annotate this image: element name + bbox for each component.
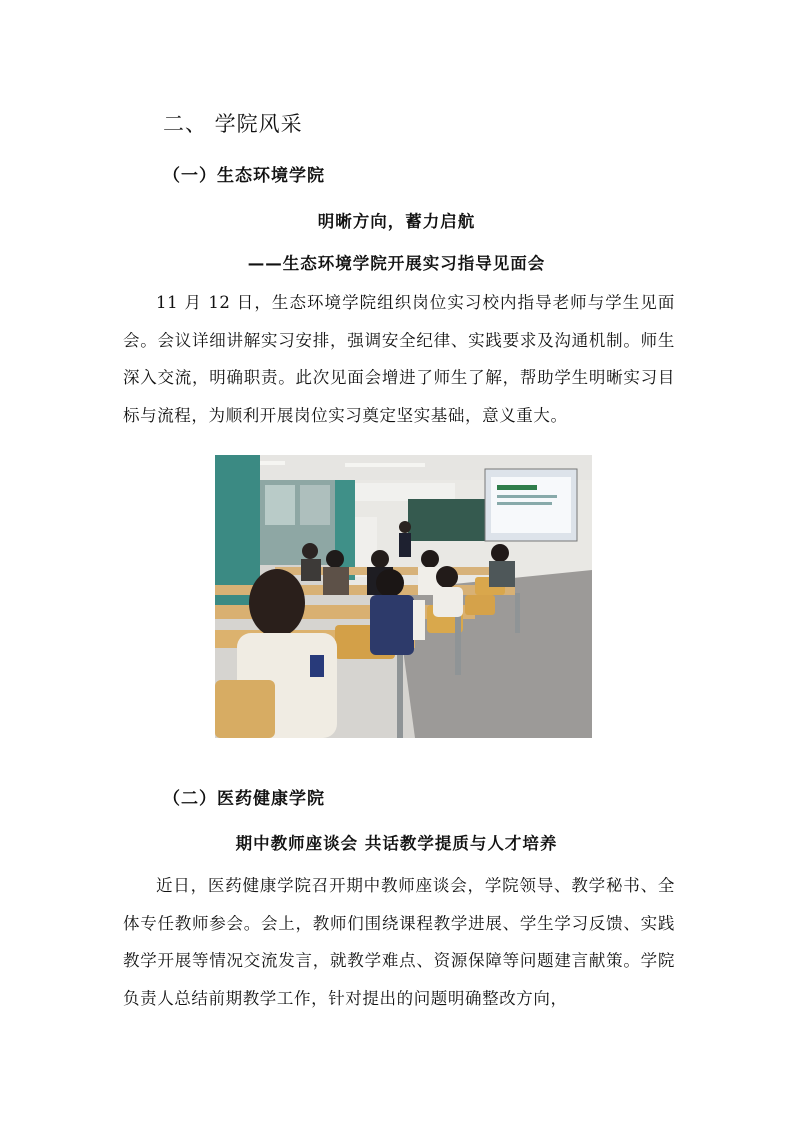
college1-title: 明晰方向，蓄力启航 [317, 212, 476, 231]
college1-paragraph: 11 月 12 日，生态环境学院组织岗位实习校内指导老师与学生见面会。会议详细讲解实习安排，强调安全纪律、实践要求及沟通机制。师生深入交流，明确职责。此次见面会增进了师生了解，帮助学生明晰实习目标与流程，为顺利开展岗位实习奠定坚实基础，意义重大。 [123, 293, 675, 425]
college2-heading: （二）医药健康学院 [163, 789, 325, 809]
meeting-photo [215, 455, 592, 738]
college2-paragraph: 近日，医药健康学院召开期中教师座谈会，学院领导、教学秘书、全体专任教师参会。会上，教师们围绕课程教学进展、学生学习反馈、实践教学开展等情况交流发言，就教学难点、资源保障等问题建言献策。学院负责人总结前期教学工作，针对提出的问题明确整改方向， [123, 876, 675, 1008]
college1-heading: （一）生态环境学院 [163, 166, 325, 186]
section-heading: 二、 学院风采 [163, 112, 303, 136]
college1-subtitle: ——生态环境学院开展实习指导见面会 [247, 254, 546, 273]
classroom-photo-illustration [215, 455, 592, 738]
college2-title: 期中教师座谈会 共话教学提质与人才培养 [235, 834, 558, 853]
